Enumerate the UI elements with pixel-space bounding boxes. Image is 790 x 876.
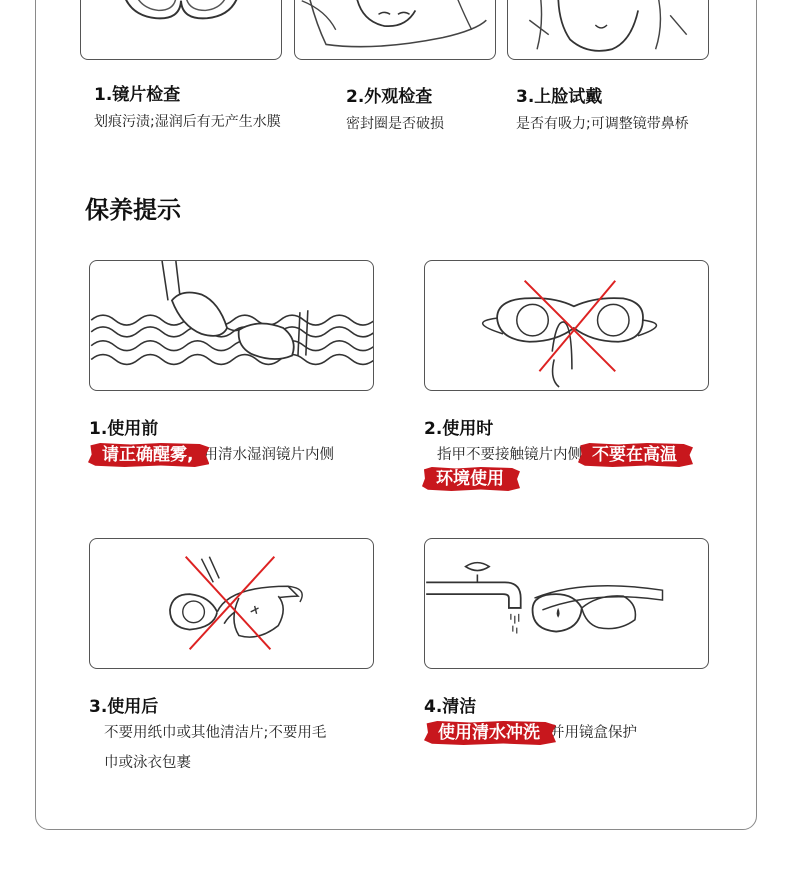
step-text-after-use-line2: 巾或泳衣包裹	[104, 755, 191, 771]
step-text-during-use: 指甲不要接触镜片内侧 不要在高温	[437, 440, 687, 470]
check-title-lens: 1.镜片检查	[94, 85, 181, 105]
highlight-during-use: 不要在高温	[582, 442, 687, 468]
seal-check-illustration	[294, 0, 496, 60]
check-title-appearance: 2.外观检查	[346, 87, 433, 107]
after-use-illustration	[89, 538, 374, 669]
step-title-before-use: 1.使用前	[89, 419, 159, 439]
step-text-after-use-line1: 不要用纸巾或其他清洁片;不要用毛	[104, 725, 327, 741]
step-text-before-use: 请正确醒雾, 用清水湿润镜片内侧	[92, 440, 334, 470]
section-title: 保养提示	[85, 196, 181, 224]
highlight-during-use-2: 环境使用	[426, 466, 514, 492]
highlight-cleaning: 使用清水冲洗	[428, 720, 550, 746]
cleaning-illustration	[424, 538, 709, 669]
try-on-illustration	[507, 0, 709, 60]
check-desc-lens: 划痕污渍;湿润后有无产生水膜	[94, 114, 281, 130]
during-use-illustration	[424, 260, 709, 391]
step-text-cleaning: 使用清水冲洗 并用镜盒保护	[428, 718, 637, 748]
step-text-during-use-line2	[426, 464, 514, 494]
highlight-before-use: 请正确醒雾,	[92, 442, 203, 468]
step-title-during-use: 2.使用时	[424, 419, 494, 439]
step-title-after-use: 3.使用后	[89, 697, 159, 717]
check-desc-appearance: 密封圈是否破损	[346, 116, 444, 132]
check-desc-try-on: 是否有吸力;可调整镜带鼻桥	[516, 116, 689, 132]
step-title-cleaning: 4.清洁	[424, 697, 477, 717]
lens-check-illustration	[80, 0, 282, 60]
check-title-try-on: 3.上脸试戴	[516, 87, 603, 107]
before-use-illustration	[89, 260, 374, 391]
